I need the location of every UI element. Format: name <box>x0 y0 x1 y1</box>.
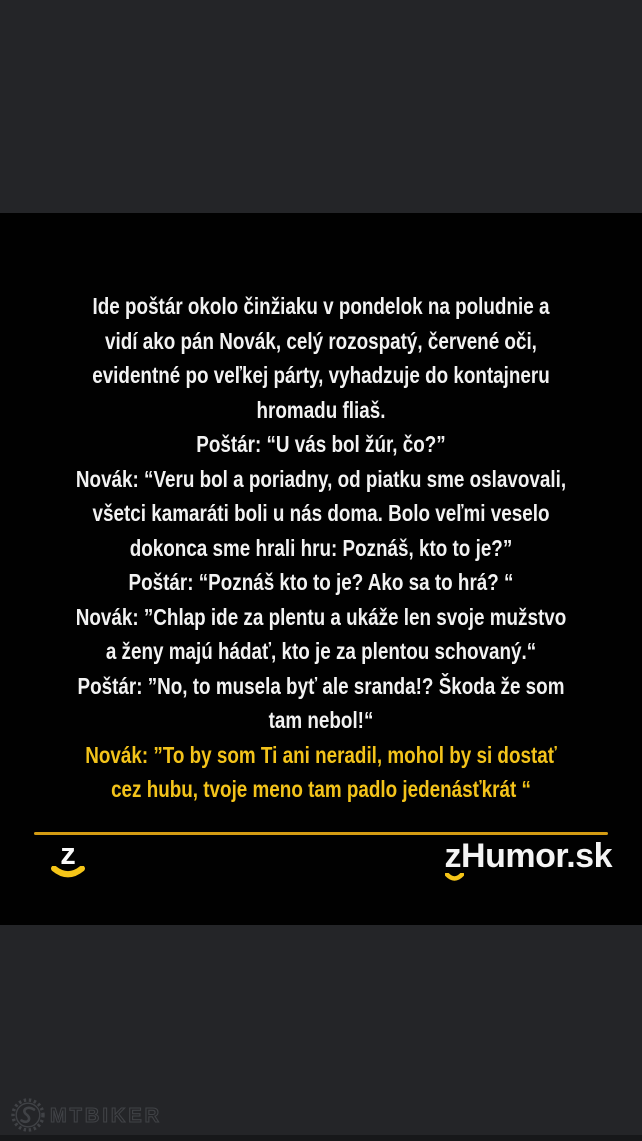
watermark-label: MTBIKER <box>50 1105 163 1127</box>
joke-line: Novák: ”Chlap ide za plentu a ukáže len svoje mužstvo <box>75 603 567 630</box>
joke-line: Poštár: ”No, to musela byť ale sranda!? Škoda že som <box>77 672 565 699</box>
joke-line: Poštár: “Poznáš kto to je? Ako sa to hrá? “ <box>128 569 514 595</box>
zhumor-brand <box>445 839 612 875</box>
smile-arc-icon <box>445 873 464 882</box>
joke-line: vidí ako pán Novák, celý rozospatý, červené oči, <box>105 327 537 354</box>
joke-line: tam nebol!“ <box>268 707 374 733</box>
chainring-gear-icon <box>13 1100 43 1130</box>
bottom-edge-strip <box>0 1135 642 1141</box>
mtbiker-watermark <box>8 1093 218 1137</box>
joke-punchline: cez hubu, tvoje meno tam padlo jedenásťkrát “ <box>111 776 531 802</box>
brand-letter-z: z <box>445 839 462 875</box>
joke-text-block <box>0 289 642 807</box>
joke-line: Ide poštár okolo činžiaku v pondelok na poludnie a <box>92 293 550 319</box>
joke-line: hromadu fliaš. <box>256 396 386 423</box>
joke-line: dokonca sme hrali hru: Poznáš, kto to je?” <box>129 534 513 561</box>
joke-punchline: Novák: ”To by som Ti ani neradil, mohol by si dostať <box>85 741 557 768</box>
joke-line: a ženy majú hádať, kto je za plentou schovaný.“ <box>105 638 537 664</box>
brand-rest: Humor.sk <box>461 837 612 875</box>
joke-line: všetci kamaráti boli u nás doma. Bolo veľmi veselo <box>92 500 550 526</box>
joke-line: Novák: “Veru bol a poriadny, od piatku sme oslavovali, <box>75 465 567 492</box>
zhumor-logo-letter: z <box>60 836 76 871</box>
footer-divider-line <box>34 832 608 835</box>
zhumor-logo <box>51 836 85 879</box>
joke-line: Poštár: “U vás bol žúr, čo?” <box>196 431 446 457</box>
joke-line: evidentné po veľkej párty, vyhadzuje do kontajneru <box>92 362 550 388</box>
meme-image <box>0 213 642 925</box>
